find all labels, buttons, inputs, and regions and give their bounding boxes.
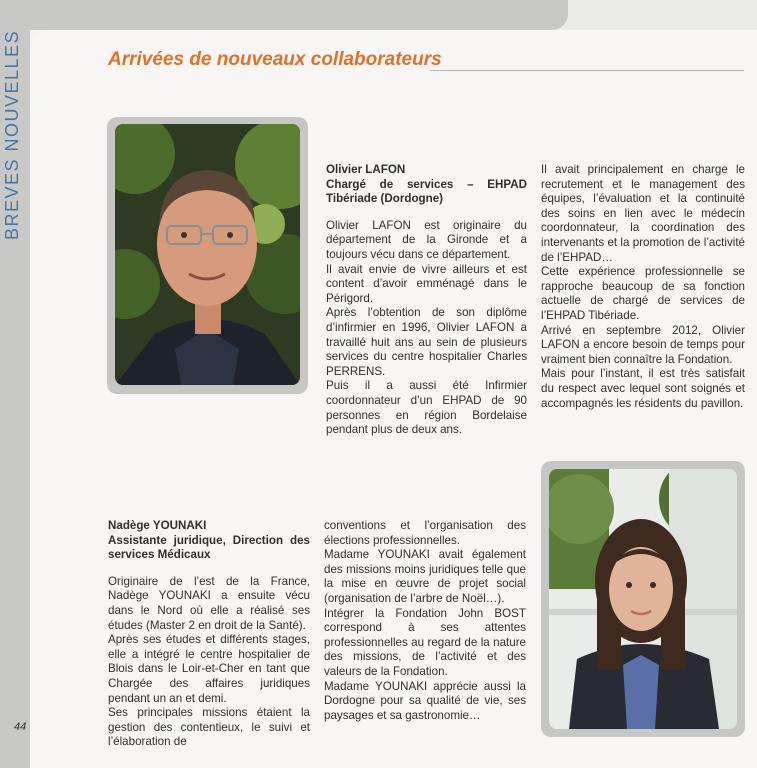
nadege-paragraph: Après ses études et différents stages, elle a intégré le centre hospitalier de Blois dans le Loir-et-Cher en tant que Chargée des affaires juridiques pendant un an et demi. (108, 633, 310, 705)
olivier-column-1 (326, 163, 527, 438)
nadege-paragraph: Madame YOUNAKI apprécie aussi la Dordogne pour sa qualité de vie, ses paysages et sa gastronomie… (324, 679, 526, 722)
nadege-name: Nadège YOUNAKI (108, 519, 207, 532)
title-rule (430, 70, 744, 71)
olivier-role: Chargé de services – EHPAD Tibériade (Dordogne) (326, 177, 527, 206)
section-tab (0, 0, 568, 30)
nadege-column-1 (108, 519, 310, 750)
photo-nadege (549, 469, 737, 729)
olivier-paragraph: Il avait principalement en charge le recrutement et le management des équipes, l’évaluation et la continuité des soins en lien avec le médecin coordonnateur, la coordination des intervenants et la promotion de l’activité de l’EHPAD… (541, 163, 745, 264)
portrait-woman-image (549, 469, 737, 729)
olivier-paragraph: Olivier LAFON est originaire du département de la Gironde et a toujours vécu dans ce département. (326, 218, 527, 261)
page-number: 44 (14, 721, 27, 733)
nadege-paragraph: Originaire de l’est de la France, Nadège YOUNAKI a ensuite vécu dans le Nord où elle a réalisé ses études (Master 2 en droit de la Santé). (108, 574, 310, 632)
nadege-paragraph: Intégrer la Fondation John BOST correspond à ses attentes professionnelles au regard de la nature des missions, de l’activité et des valeurs de la Fondation. (324, 606, 526, 678)
section-label: BREVES NOUVELLES (2, 29, 22, 240)
olivier-paragraph: Mais pour l’instant, il est très satisfait du respect avec lequel sont soignés et accompagnés les résidents du pavillon. (541, 367, 745, 410)
nadege-paragraph: conventions et l’organisation des élections professionnelles. (324, 519, 526, 547)
olivier-name: Olivier LAFON (326, 163, 406, 176)
nadege-paragraph: Ses principales missions étaient la gestion des contentieux, le suivi et l’élaboration de (108, 706, 310, 749)
olivier-paragraph: Après l’obtention de son diplôme d’infirmier en 1996, Olivier LAFON a travaillé huit ans au sein de plusieurs services du centre hospitalier Charles PERRENS. (326, 306, 527, 378)
nadege-role: Assistante juridique, Direction des services Médicaux (108, 533, 310, 562)
olivier-column-2 (541, 163, 745, 411)
olivier-paragraph: Puis il a aussi été Infirmier coordonnateur d’un EHPAD de 90 personnes en région Bordelaise pendant plus de deux ans. (326, 379, 527, 437)
photo-olivier (115, 124, 300, 385)
portrait-man-image (115, 124, 300, 385)
olivier-paragraph: Arrivé en septembre 2012, Olivier LAFON a encore besoin de temps pour vraiment bien connaître la Fondation. (541, 323, 745, 366)
page-title: Arrivées de nouveaux collaborateurs (108, 49, 442, 70)
olivier-paragraph: Il avait envie de vivre ailleurs et est content d’avoir emménagé dans le Périgord. (326, 262, 527, 305)
nadege-column-2 (324, 519, 526, 723)
olivier-paragraph: Cette expérience professionnelle se rapproche beaucoup de sa fonction actuelle de chargé de services de l’EHPAD Tibériade. (541, 265, 745, 322)
nadege-paragraph: Madame YOUNAKI avait également des missions moins juridiques telle que la mise en œuvre de projet social (organisation de l’arbre de Noël…). (324, 548, 526, 605)
